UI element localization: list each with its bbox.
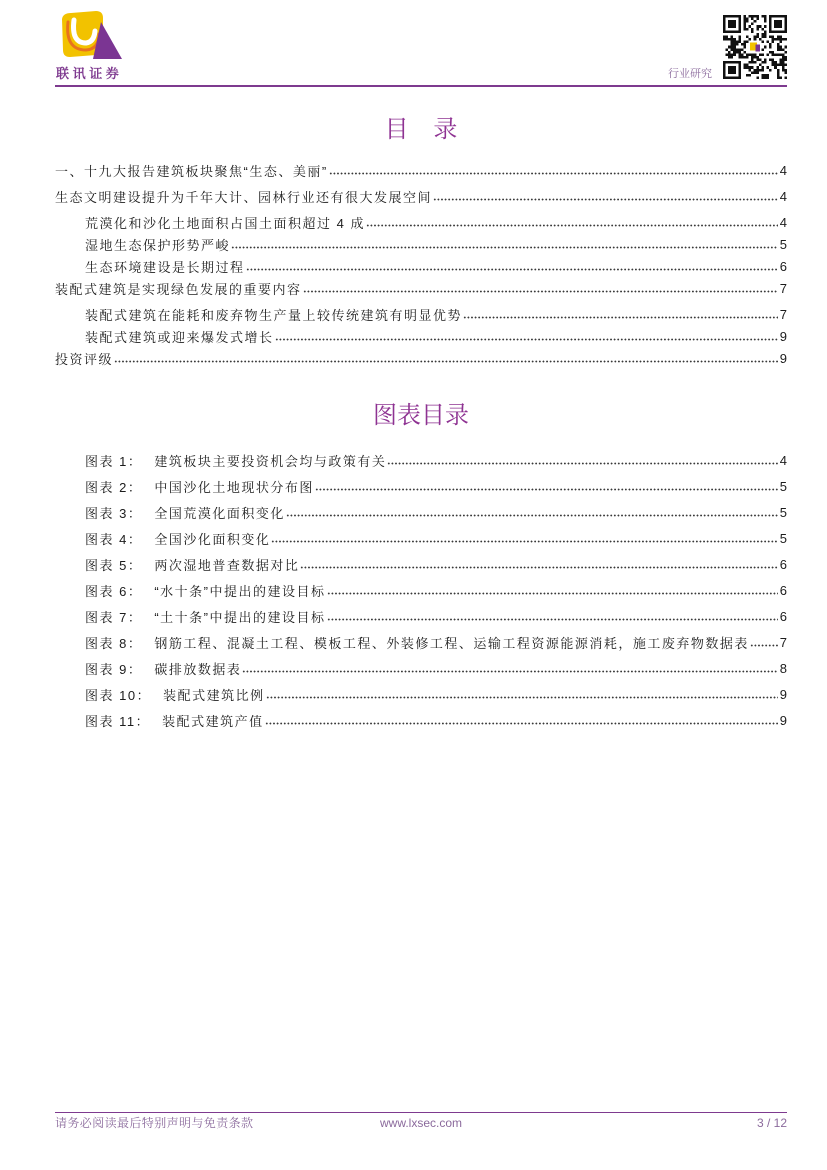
toc-list — [55, 159, 787, 369]
figure-title: 建筑板块主要投资机会均与政策有关 — [154, 453, 387, 469]
toc-entry-page: 4 — [779, 214, 787, 230]
report-category: 行业研究 — [668, 68, 712, 80]
toc-entry-page: 4 — [779, 188, 787, 204]
toc-entry[interactable] — [55, 185, 787, 207]
figure-label: 图表 11： — [85, 713, 151, 729]
toc-entry-title: 装配式建筑是实现绿色发展的重要内容 — [55, 281, 302, 297]
figure-label: 图表 1： — [85, 453, 143, 469]
dot-leader — [315, 488, 778, 491]
toc-subentry[interactable] — [55, 211, 787, 233]
toc-entry-title: 装配式建筑在能耗和废弃物生产量上较传统建筑有明显优势 — [85, 307, 463, 323]
figure-entry[interactable] — [85, 525, 787, 551]
figure-entry[interactable] — [85, 681, 787, 707]
toc-entry-title: 湿地生态保护形势严峻 — [85, 237, 231, 253]
dot-leader — [271, 540, 777, 543]
company-logo — [56, 9, 128, 81]
figure-entry[interactable] — [85, 655, 787, 681]
figure-page: 5 — [779, 504, 787, 520]
dot-leader — [750, 644, 778, 647]
figure-entry[interactable] — [85, 551, 787, 577]
figure-title: 两次湿地普查数据对比 — [154, 557, 300, 573]
toc-entry-page: 9 — [779, 350, 787, 366]
dot-leader — [242, 670, 777, 673]
toc-entry-page: 6 — [779, 258, 787, 274]
footer-divider — [55, 1112, 787, 1113]
dot-leader — [246, 268, 778, 271]
figure-label: 图表 7： — [85, 609, 143, 625]
figure-label: 图表 2： — [85, 479, 143, 495]
qr-code — [723, 15, 787, 79]
figures-list — [85, 447, 787, 733]
figure-label: 图表 9： — [85, 661, 143, 677]
figure-entry[interactable] — [85, 707, 787, 733]
figure-label: 图表 8： — [85, 635, 143, 651]
figure-title: 装配式建筑比例 — [163, 687, 265, 703]
dot-leader — [463, 316, 778, 319]
dot-leader — [387, 462, 777, 465]
figure-entry[interactable] — [85, 473, 787, 499]
toc-entry-title: 一、十九大报告建筑板块聚焦“生态、美丽” — [55, 163, 328, 179]
figure-page: 7 — [779, 634, 787, 650]
figure-title: “水十条”中提出的建设目标 — [154, 583, 326, 599]
figure-page: 6 — [779, 608, 787, 624]
toc-entry-title: 生态文明建设提升为千年大计、园林行业还有很大发展空间 — [55, 189, 433, 205]
dot-leader — [265, 722, 778, 725]
dot-leader — [300, 566, 777, 569]
toc-subentry[interactable] — [55, 255, 787, 277]
figure-entry[interactable] — [85, 577, 787, 603]
toc-title: 目 录 — [384, 116, 458, 143]
toc-entry-page: 7 — [779, 306, 787, 322]
qr-code-icon — [723, 15, 787, 79]
toc-entry[interactable] — [55, 159, 787, 181]
logo-mark-icon — [56, 9, 126, 61]
dot-leader — [329, 172, 778, 175]
figure-title: 碳排放数据表 — [154, 661, 242, 677]
toc-subentry[interactable] — [55, 303, 787, 325]
figure-page: 6 — [779, 556, 787, 572]
toc-entry-title: 投资评级 — [55, 351, 114, 367]
figure-page: 5 — [779, 478, 787, 494]
toc-entry[interactable] — [55, 347, 787, 369]
figure-page: 9 — [779, 712, 787, 728]
dot-leader — [114, 360, 778, 363]
toc-entry-page: 4 — [779, 162, 787, 178]
figure-entry[interactable] — [85, 603, 787, 629]
figure-title: 钢筋工程、混凝土工程、模板工程、外装修工程、运输工程资源能源消耗，施工废弃物数据表 — [154, 635, 749, 651]
toc-subentry[interactable] — [55, 325, 787, 347]
toc-entry-title: 装配式建筑或迎来爆发式增长 — [85, 329, 274, 345]
figure-title: 全国荒漠化面积变化 — [154, 505, 285, 521]
figure-title: 中国沙化土地现状分布图 — [154, 479, 314, 495]
dot-leader — [327, 592, 778, 595]
figure-entry[interactable] — [85, 499, 787, 525]
figure-page: 6 — [779, 582, 787, 598]
figures-title: 图表目录 — [373, 402, 469, 429]
dot-leader — [433, 198, 778, 201]
figure-label: 图表 5： — [85, 557, 143, 573]
dot-leader — [327, 618, 778, 621]
toc-entry-page: 7 — [779, 280, 787, 296]
dot-leader — [286, 514, 778, 517]
footer-disclaimer[interactable]: 请务必阅读最后特别声明与免责条款 — [55, 1116, 254, 1130]
figure-label: 图表 6： — [85, 583, 143, 599]
figure-label: 图表 10： — [85, 687, 152, 703]
toc-entry-page: 9 — [779, 328, 787, 344]
footer-website-link[interactable]: www.lxsec.com — [380, 1116, 463, 1130]
toc-entry-page: 5 — [779, 236, 787, 252]
figure-page: 8 — [779, 660, 787, 676]
figure-page: 9 — [779, 686, 787, 702]
toc-subentry[interactable] — [55, 233, 787, 255]
dot-leader — [231, 246, 778, 249]
dot-leader — [266, 696, 778, 699]
dot-leader — [275, 338, 778, 341]
figure-page: 5 — [779, 530, 787, 546]
figure-page: 4 — [779, 452, 787, 468]
toc-entry-title: 生态环境建设是长期过程 — [85, 259, 245, 275]
dot-leader — [366, 224, 778, 227]
figure-title: 装配式建筑产值 — [162, 713, 264, 729]
figure-title: 全国沙化面积变化 — [154, 531, 271, 547]
logo-text: 联讯证券 — [56, 66, 123, 81]
toc-entry-title: 荒漠化和沙化土地面积占国土面积超过 4 成 — [85, 215, 365, 231]
dot-leader — [303, 290, 778, 293]
figure-label: 图表 4： — [85, 531, 143, 547]
figure-entry[interactable] — [85, 629, 787, 655]
figure-label: 图表 3： — [85, 505, 143, 521]
figure-entry[interactable] — [85, 447, 787, 473]
toc-entry[interactable] — [55, 277, 787, 299]
figure-title: “土十条”中提出的建设目标 — [154, 609, 326, 625]
header-divider — [55, 85, 787, 87]
page-indicator: 3 / 12 — [756, 1116, 787, 1130]
